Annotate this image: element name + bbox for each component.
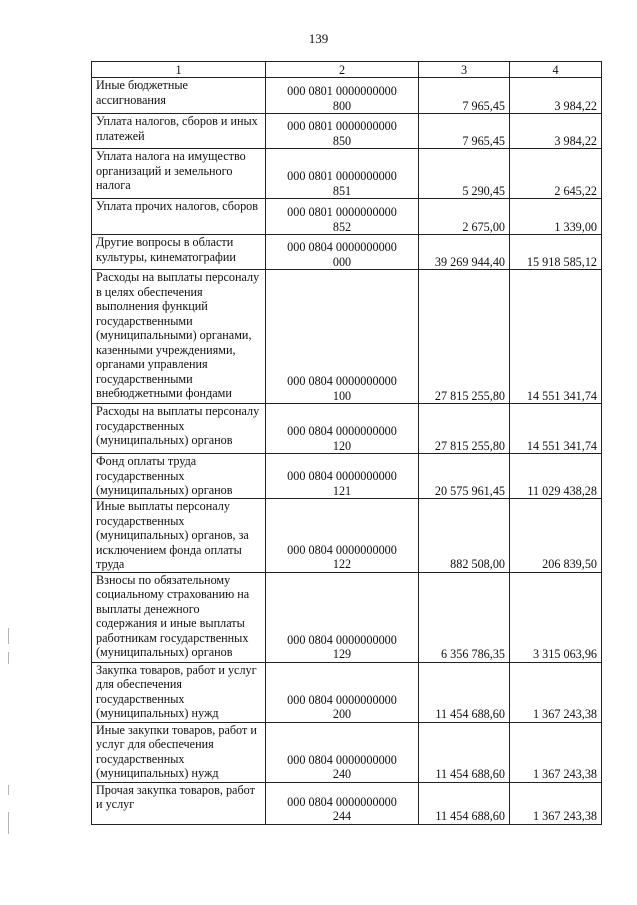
row-col4-value: 206 839,50 bbox=[510, 499, 602, 573]
table-row bbox=[92, 270, 602, 404]
row-code-line1: 000 0801 0000000000 bbox=[287, 205, 397, 219]
row-code bbox=[266, 149, 419, 199]
row-name: Иные выплаты персоналу государственных (муниципальных) органов, за исключением фонда оплаты труда bbox=[92, 499, 266, 573]
margin-scan-mark bbox=[8, 652, 9, 664]
row-name: Другие вопросы в области культуры, кинематографии bbox=[92, 235, 266, 270]
row-col4-value: 15 918 585,12 bbox=[510, 235, 602, 270]
table-row bbox=[92, 149, 602, 199]
margin-scan-mark bbox=[8, 812, 9, 834]
row-code-line1: 000 0804 0000000000 bbox=[287, 632, 397, 647]
header-col-3: 3 bbox=[419, 62, 510, 78]
row-col4-value: 2 645,22 bbox=[510, 149, 602, 199]
row-code-line1: 000 0804 0000000000 bbox=[287, 240, 397, 254]
row-code-line2: 129 bbox=[332, 647, 352, 661]
row-code-line2: 851 bbox=[332, 183, 352, 198]
table-row bbox=[92, 782, 602, 824]
row-code bbox=[266, 114, 419, 149]
table-row bbox=[92, 114, 602, 149]
row-code bbox=[266, 78, 419, 114]
row-code-line2: 240 bbox=[332, 767, 352, 781]
row-code bbox=[266, 782, 419, 824]
row-col3-value: 7 965,45 bbox=[419, 114, 510, 149]
row-name: Взносы по обязательному социальному страхованию на выплаты денежного содержания и иные выплаты работникам государственных (муниципальных) органов bbox=[92, 572, 266, 662]
row-col3-value: 11 454 688,60 bbox=[419, 722, 510, 782]
row-name: Уплата налога на имущество организаций и земельного налога bbox=[92, 149, 266, 199]
row-code-line2: 852 bbox=[332, 219, 352, 234]
budget-table bbox=[91, 61, 602, 825]
table-row bbox=[92, 572, 602, 662]
row-code-line1: 000 0801 0000000000 bbox=[287, 169, 397, 183]
row-code-line1: 000 0804 0000000000 bbox=[287, 752, 397, 767]
table-row bbox=[92, 662, 602, 722]
row-col3-value: 882 508,00 bbox=[419, 499, 510, 573]
table-body bbox=[92, 78, 602, 825]
row-code bbox=[266, 722, 419, 782]
row-name: Расходы на выплаты персоналу государственных (муниципальных) органов bbox=[92, 404, 266, 454]
row-code-line1: 000 0804 0000000000 bbox=[287, 424, 397, 438]
table-row bbox=[92, 454, 602, 499]
row-col4-value: 1 367 243,38 bbox=[510, 782, 602, 824]
row-name: Расходы на выплаты персоналу в целях обеспечения выполнения функций государственными (муниципальными) органами, казенными учреждениями, органами управления государственными внебюджетными фондами bbox=[92, 270, 266, 404]
row-code bbox=[266, 662, 419, 722]
row-col3-value: 11 454 688,60 bbox=[419, 662, 510, 722]
row-name: Уплата прочих налогов, сборов bbox=[92, 199, 266, 235]
row-col4-value: 1 367 243,38 bbox=[510, 662, 602, 722]
row-col4-value: 3 984,22 bbox=[510, 114, 602, 149]
row-code-line2: 850 bbox=[332, 133, 352, 148]
row-code-line1: 000 0804 0000000000 bbox=[287, 542, 397, 557]
row-code bbox=[266, 499, 419, 573]
header-col-2: 2 bbox=[266, 62, 419, 78]
row-col3-value: 20 575 961,45 bbox=[419, 454, 510, 499]
row-col3-value: 7 965,45 bbox=[419, 78, 510, 114]
row-code-line2: 200 bbox=[332, 707, 352, 721]
row-col4-value: 3 315 063,96 bbox=[510, 572, 602, 662]
header-col-4: 4 bbox=[510, 62, 602, 78]
row-col3-value: 5 290,45 bbox=[419, 149, 510, 199]
table-row bbox=[92, 78, 602, 114]
row-code-line2: 121 bbox=[332, 483, 352, 498]
row-code bbox=[266, 454, 419, 499]
row-name: Иные бюджетные ассигнования bbox=[92, 78, 266, 114]
row-code-line2: 122 bbox=[332, 557, 352, 571]
row-code bbox=[266, 572, 419, 662]
row-col3-value: 6 356 786,35 bbox=[419, 572, 510, 662]
table-row bbox=[92, 404, 602, 454]
row-col4-value: 1 367 243,38 bbox=[510, 722, 602, 782]
row-code-line2: 100 bbox=[332, 388, 352, 403]
header-col-1: 1 bbox=[92, 62, 266, 78]
table-row bbox=[92, 499, 602, 573]
row-col3-value: 11 454 688,60 bbox=[419, 782, 510, 824]
row-code-line2: 120 bbox=[332, 438, 352, 453]
row-col3-value: 2 675,00 bbox=[419, 199, 510, 235]
row-col3-value: 27 815 255,80 bbox=[419, 404, 510, 454]
row-code-line1: 000 0801 0000000000 bbox=[287, 119, 397, 133]
table-row bbox=[92, 722, 602, 782]
row-code bbox=[266, 235, 419, 270]
row-code-line1: 000 0801 0000000000 bbox=[287, 84, 397, 98]
row-name: Прочая закупка товаров, работ и услуг bbox=[92, 782, 266, 824]
table-row bbox=[92, 199, 602, 235]
row-code-line2: 000 bbox=[332, 254, 352, 269]
row-col4-value: 3 984,22 bbox=[510, 78, 602, 114]
margin-scan-mark bbox=[8, 785, 9, 795]
table-row bbox=[92, 235, 602, 270]
row-col4-value: 11 029 438,28 bbox=[510, 454, 602, 499]
margin-scan-mark bbox=[8, 628, 9, 644]
row-name: Уплата налогов, сборов и иных платежей bbox=[92, 114, 266, 149]
row-name: Иные закупки товаров, работ и услуг для обеспечения государственных (муниципальных) нужд bbox=[92, 722, 266, 782]
row-code-line1: 000 0804 0000000000 bbox=[287, 374, 397, 388]
row-code bbox=[266, 404, 419, 454]
row-code bbox=[266, 199, 419, 235]
row-col3-value: 39 269 944,40 bbox=[419, 235, 510, 270]
row-name: Фонд оплаты труда государственных (муниципальных) органов bbox=[92, 454, 266, 499]
row-code-line2: 800 bbox=[332, 98, 352, 113]
row-code-line1: 000 0804 0000000000 bbox=[287, 794, 397, 809]
row-code bbox=[266, 270, 419, 404]
row-code-line1: 000 0804 0000000000 bbox=[287, 469, 397, 483]
row-col4-value: 14 551 341,74 bbox=[510, 404, 602, 454]
row-col4-value: 1 339,00 bbox=[510, 199, 602, 235]
row-code-line2: 244 bbox=[332, 809, 352, 823]
row-col3-value: 27 815 255,80 bbox=[419, 270, 510, 404]
row-name: Закупка товаров, работ и услуг для обеспечения государственных (муниципальных) нужд bbox=[92, 662, 266, 722]
row-code-line1: 000 0804 0000000000 bbox=[287, 692, 397, 707]
row-col4-value: 14 551 341,74 bbox=[510, 270, 602, 404]
header-row bbox=[92, 62, 602, 78]
table-header bbox=[92, 62, 602, 78]
page-number: 139 bbox=[308, 31, 329, 46]
